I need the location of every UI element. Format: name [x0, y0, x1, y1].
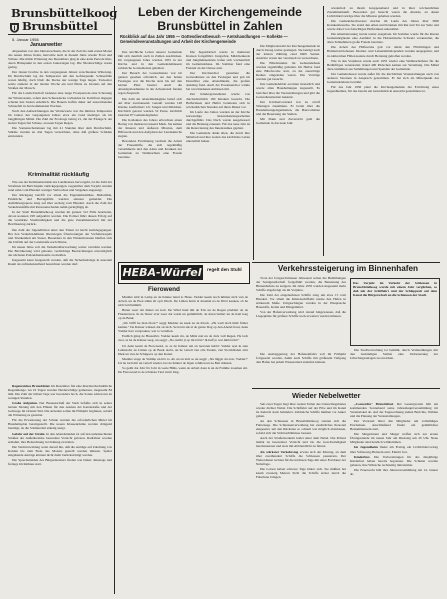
main-deck: Rückblick auf das Jahr 1955 — Gottesdienstbesuch — Amtshandlungen — Kollekte — Gemeindeveranstaltungen und Arbeit der Kirchengemeinde — [120, 34, 288, 44]
ad-brand: HEBA-Würfel — [122, 266, 202, 279]
verkehr-text-3: Die Stadtverwaltung ist bemüht, durch Verhandlungen mit den zuständigen Stellen eine Verbesserung der Umschlagsanlagen zu erreichen. — [350, 348, 438, 361]
fierowend-title: Fierowend — [148, 286, 180, 293]
nebelwetter-title: Wieder Nebelwetter — [292, 391, 361, 400]
main-article-col2: Die Jugendarbeit wurde in mehreren Kreisen fortgeführt. Jungschar, Mädchenkreis und Jungmännerkreis trafen sich wöchentlich im Gemeindehaus. Im Sommer fand eine Freizeit an der Ostsee statt. Der Kirchenchor gestaltete die Gottesdienste an den Festtagen und gab im Dezember eine Abendmusik, die großen Anklang fand. Auch der Posaunenchor wirkte bei verschiedenen Anlässen mit. Der Kindergottesdienst wurde von durchschnittlich 180 Kindern besucht. Die Helferinnen und Helfer bereiteten sich in wöchentlichen Stunden auf ihren Dienst vor. Im Laufe des Jahres wurden an der Kirche notwendige Instandsetzungsarbeiten durchgeführt. Das Dach wurde ausgebessert und die Heizung erneuert. Für das neue Jahr ist die Renovierung des Innenraumes geplant. Die Gemeinde dankt allen, die durch ihre Mitarbeit und ihre Gaben das kirchliche Leben unterstützt haben. — [186, 50, 250, 143]
fierowend-text: Mudder stiät in Lamp an de Kinner hand to Huus. Vadder keem noch ümmer nich vun de Arbeit, un de Eten stünn all op'n Disch. De Lütten harrn al dreemal na de Döör keeken, ob he nich bald kümmt. Buten weer dat düster un kolt. De Wind huul üm de Eck un de Regen pladdert an de Finsterruten. In de Stuuv aver weer dat warm un gemüütlich, de Aben bullert un de Katt leeg op de Bank. „Wo blifft he man blots?" seggt Mudder un keek na de Klock. „He wull doch hüüt fröher kamen." De Kinner wüssen dat ok nich. Se harrn sik al de ganze Dag op den Abend freut, denn Vadder harr verspraken, wat to vertellen. Endlich güng de Huusdöör. Vadder keem rin, de Mütz natt un de Jack vull Regen. He lach aver, as he de Kinner seeg, un seggt: „Na, hebbt ji op mi töövt? Ik heff jo wat mitbröcht!" Un denn keem de Fierowend, so as de Kinner em an leevsten hebbt: Vadder seet in sien Lehnstohl, de Lütten op de Bank dorbi, un he vertell vun olle Tieden, vun Stormfloden an'n Diek un vun de Schippers op den Kanal. Mudder stopp de Strümp un hör to. Ab un an lach se un seggt: „Nu lüggst du aver, Vadder!" Un he lach mit un vertell wieder, bet de Kinner de Ogen tofullen un na Bett müssen. So geiht dat Johr för Johr in veele Hüüs, wenn de Arbeit daan is un de Familie tosamen sitt. De Fierowend is de schönste Tied vun'n Dag. — [118, 295, 248, 374]
town-crest-icon — [9, 20, 20, 31]
weather-title: Januarwetter — [30, 42, 63, 48]
right-column-text: wiederholt zu ihrem Gruppenabend und in ihrer wöchentlichen Zusammenkunft. Besonders gut besucht waren die Abende, an denen Lichtbildervorträge über die Mission gehalten wurden. Die Gemeindeschwester machte im Laufe des Jahres über 3000 Krankenbesuche. Sie stand den Alten und Kranken mit Rat und Tat zur Seite und wurde dabei von freiwilligen Helferinnen unterstützt. Die Altenbetreuung wurde weiter ausgebaut. Im Sommer wurde für die älteren Gemeindeglieder eine Ausfahrt in die Holsteinische Schweiz veranstaltet, die allen Teilnehmern große Freude bereitete. Die Arbeit des Hilfswerks galt vor allem den Flüchtlingen und Heimatvertriebenen. Kleider- und Lebensmittelspenden wurden ausgegeben, und in zahlreichen Fällen konnte durch Beratung geholfen werden. Wie in den Vorjahren wurde auch 1955 wieder eine Weihnachtsfeier für die Bedürftigen veranstaltet. Rund 400 Päckchen kamen zur Verteilung. Die Mittel dazu stammten aus Sammlungen und Spenden der Gemeinde. Der Gemeindesaal wurde außer für die kirchlichen Veranstaltungen auch von anderen Vereinen in Anspruch genommen. Er hat sich als Mittelpunkt des Gemeindelebens bewährt. Für das Jahr 1956 plant die Kirchengemeinde die Errichtung eines Jugendheimes, für das bereits ein Grundstück in Aussicht genommen ist. — [327, 6, 439, 93]
ad-tagline: regelt den Stuhl — [207, 267, 242, 272]
main-article-col3: Die Mitgliederzahl der Kirchengemeinde ist durch Zuzug weiter gestiegen. Sie beträgt nach der letzten Zählung rund 9400 Seelen. Austritte waren nur vereinzelt zu verzeichnen. Die Bibelstunden im Gemeindehaus wurden regelmäßig gehalten. Im Herbst fand eine Bibelwoche statt, zu der auswärtige Redner eingeladen waren. Die Vorträge wurden gut besucht. Das Gemeindeblatt erschien monatlich und wurde allen Haushaltungen zugestellt. Es berichtet über die Veranstaltungen und gibt die Gottesdienstzeiten bekannt. Der Kirchenvorstand trat zu zwölf Sitzungen zusammen. Er beriet über die Haushaltsangelegenheiten, die Bauvorhaben und die Besetzung der Stellen. Mit Dank und Zuversicht geht die Gemeinde in das neue Jahr. — [256, 44, 320, 125]
main-headline-line1: Leben der Kirchengemeinde — [138, 5, 302, 19]
verkehr-inset: Das Vorjahr im Verkehr der Schleusen in Brunsbüttelkoog wurde mit einem Jahr verglichen, so daß mit der Schiffahrt und der Schleppzeit auf dem Kanal die Bürgerschaft an die Schleusen der Stadt. — [353, 281, 437, 298]
verkehr-text-2: Die Ausbaggerung der Hafeneinfahrt soll im Frühjahr fortgesetzt werden, damit auch Schiffe mit größerem Tiefgang den Hafen bei jedem Wasserstand anlaufen können. — [256, 352, 346, 365]
kriminalitaet-title: Kriminalität rückläufig — [28, 172, 90, 178]
local-notes-text: Regenreiches Brunsbüttel. Im Dezember fiel eine überdurchschnittliche Regenmenge. An 19 Tagen wurden Niederschläge gemessen, insgesamt 84 mm. Die Zahl der trüben Tage war besonders hoch, die Sonne schien nur an wenigen Stunden. Große Aufgaben. Der Bauausschuß der Stadt befaßte sich in seiner letzten Sitzung mit den Plänen für den Ausbau der Kanalstraße und der Gehwege im Ortsteil Süd. Die Arbeiten sollen im Frühjahr beginnen, sobald die Witterung es gestattet. Für die Erweiterung der Schule wurden die erforderlichen Mittel im Haushaltsplan bereitgestellt. Die neuen Klassenräume werden dringend benötigt, da die Schülerzahl ständig steigt. Gefahr auf der Straße. In den Abendstunden ist auf den unbeleuchteten Straßen der Außenbezirke besondere Vorsicht geboten. Radfahrer werden ermahnt, ihre Beleuchtung in Ordnung zu halten. Die Stadtverwaltung weist darauf hin, daß die Anträge auf Zuteilung von Kohlen bis zum Ende des Monats gestellt werden müssen. Später eingehende Anträge können nicht mehr berücksichtigt werden. Die Sprechstunden des Bürgermeisters finden wie bisher dienstags und freitags im Rathaus statt. — [8, 384, 112, 466]
verkehr-lead-text: Trotz der fortgeschrittenen Jahreszeit sollen die Bemühungen der Sandgesellschaft fortgeführt werden, die Benutzung des Binnenhafens zu steigern. Im Jahre 1955 wurden insgesamt mehr Schiffe abgefertigt als im Vorjahre. — [256, 276, 346, 293]
verkehr-inset-box — [350, 278, 440, 346]
weather-text: Abgesehen von den Jahreswechseln, die in der Zeit bis zum ersten Monat des neuen Jahres fielen, herrschte auch in diesem Jahre wieder Frost und Schnee. Die milde Witterung des Dezembers ging in eine kalte Periode über, deren Höhepunkt in den ersten Januartagen lag. Die Niederschläge waren gering. Der Januar brachte in den vergangenen Jahren verschiedene Witterung. Im Durchschnitt lag die Temperatur um den Gefrierpunkt. Schneefälle waren häufig, doch blieb die Decke nur wenige Tage liegen. Tauwetter setzte zumeist in der letzten Woche ein und führte zu Glatteis auf den Straßen der Marsch. Für die Landwirtschaft bedeutet eine lange Frostperiode eine Schonung der Wintersaaten, sofern eine Schneedecke vorhanden ist. Kahlfrost dagegen schadet den Saaten erheblich. Die Bauern hoffen daher auf ausreichenden Schneefall in den kommenden Wochen. Nach den Aufzeichnungen der Wetterwarte war die mittlere Temperatur im Januar des vergangenen Jahres etwa ein Grad niedriger als im langjährigen Mittel. Die Zahl der Frosttage betrug 21, die der Eistage 9. An sieben Tagen fiel Schnee, an neun Tagen Regen. Die Sonnenscheindauer lag mit 41 Stunden über dem Durchschnitt. Stürme wurden an drei Tagen verzeichnet, ohne daß größere Schäden entstanden. — [8, 49, 112, 138]
verkehr-lead: Trotz der fortgeschrittenen Jahreszeit sollen die Bemühungen der Sandgesellschaft fortgeführt werden, die Benutzung des Binnenhafens zu steigern. Im Jahre 1955 wurden insgesamt mehr Schiffe abgefertigt als im Vorjahre. Die Zahl der eingelaufenen Schiffe stieg um etwa 15 vom Hundert. Vor allem die Küstenschiffahrt nutzte den Hafen in stärkerem Maße. Umgeschlagen wurden in der Hauptsache Baustoffe, Kohle und Düngemittel. Von der Hafenverwaltung wird darauf hingewiesen, daß die Liegeplätze für größere Schiffe noch erweitert werden müssen. — [256, 276, 346, 319]
heba-ad — [118, 262, 250, 284]
vereins-notes-text: „Concordia" Brunsbüttel. Der Gesangverein hält am kommenden Sonnabend seine Jahreshauptversammlung im Vereinslokal ab. Auf der Tagesordnung stehen Berichte, Wahlen und die Planung der Veranstaltungen. Der Vorstand bittet alle Mitglieder um vollzähliges Erscheinen. Anschließend findet ein gemütliches Beisammensein statt. Die Sängerinnen und Sänger treffen sich zur ersten Übungsstunde im neuen Jahr am Dienstag um 20 Uhr. Neue Mitglieder sind herzlich willkommen. Im Jugendheim findet am Freitag ein Lichtbildervortrag über Schleswig-Holstein statt. Eintritt frei. Kinderfest. Die Vorbereitungen für das diesjährige Kinderfest haben bereits begonnen. Die Schulen werden gebeten, ihre Wünsche rechtzeitig mitzuteilen. Die Feuerwehr hält ihre Jahresversammlung am 14. Januar ab. — [350, 402, 438, 476]
main-article-col1: Das kirchliche Leben unserer Gemeinde läßt sich deutlich auch in Zahlen ausdrücken. Im vergangenen Jahre wurden 1955 in der Kirche und in den Gemeindehäusern zahlreiche Gottesdienste gehalten. Der Besuch der Gottesdienste war im ganzen gesehen erfreulich. An den hohen Festtagen war die Kirche stets bis auf den letzten Platz besetzt. Auch die Abendgottesdienste in der Adventszeit fanden regen Zuspruch. Die Zahl der Abendmahlsgäste belief sich auf über zweitausend. Getauft wurden 148 Kinder, konfirmiert 121 Jungen und Mädchen. Kirchlich getraut wurden 52 Paare, kirchlich bestattet 87 Gemeindeglieder. Die Kollekten des Jahres erbrachten einen Betrag von mehreren tausend Mark. Sie kamen der Inneren und Äußeren Mission, dem Hilfswerk und den Aufgaben der Landeskirche zugute. Besondere Erwähnung verdient die Arbeit der Frauenhilfe, die sich regelmäßig versammelte und den Alten und Kranken der Gemeinde zu Weihnachten eine Freude bereitete. — [118, 50, 182, 160]
nebelwetter-text: Seit zwei Tagen liegt über weiten Teilen des Unterelbegebietes wieder dichter Nebel. Die Schiffahrt auf der Elbe und im Kanal ist dadurch stark behindert. Zahlreiche Schiffe mußten vor Anker gehen. An den Schleusen in Brunsbüttelkoog stauten sich die Fahrzeuge. Die Schleusenverwaltung hat zusätzliches Personal eingesetzt, um den Rückstau so schnell wie möglich abzubauen, sobald sich die Sichtverhältnisse bessern. Auch der Straßenverkehr leidet unter dem Nebel. Die Polizei mahnt zu besonderer Vorsicht und rät, die Geschwindigkeit herabzusetzen und stets mit Abblendlicht zu fahren. Als stärkster Verkehrstag erwies sich der Montag, an dem über zweihundert Schiffe die Schleusen passierten. Der Wetterdienst rechnet für die nächsten Tage mit einer Fortdauer der Nebellage. Die Lotsen haben schwere Tage hinter sich. Sie mußten bei kaum zwanzig Metern Sicht die Schiffe sicher durch die Fahrrinne bringen. — [256, 402, 346, 479]
verkehr-title: Verkehrssteigerung im Binnenhafen — [277, 264, 419, 273]
issue-date: 5. Januar 1956 — [12, 37, 39, 42]
main-headline-line2: Brunsbüttel in Zahlen — [157, 19, 283, 33]
masthead-line2: Brunsbüttel — [22, 19, 98, 33]
kriminalitaet-text: Wie aus der Kriminalstatistik des Landkreises hervorgeht, ist die Zahl der Straftaten im Berichtsjahr zurückgegangen. Gegenüber dem Vorjahr wurden rund zehn vom Hundert weniger Verbrechen und Vergehen angezeigt. Der Rückgang betrifft vor allem die Eigentumsdelikte. Diebstähle, Einbrüche und Betrugsfälle wurden seltener gemeldet. Die Aufklärungsquote stieg auf über sechzig vom Hundert. Auch die Zahl der Verkehrsunfälle mit Personenschaden nahm geringfügig ab. In der Stadt Brunsbüttelkoog wurden im ganzen 312 Fälle bearbeitet, davon konnten 198 aufgeklärt werden. Die Polizei führt diesen Erfolg auf die verstärkte Streifentätigkeit und die gute Zusammenarbeit mit der Bevölkerung zurück. Die Zahl der Jugendlichen unter den Tätern ist leicht zurückgegangen. Bei den Verkehrsdelikten überwiegen Übertretungen der Vorfahrtsregeln und Trunkenheit am Steuer. Besonders in den Wintermonaten häuften sich die Unfälle auf der Landstraße nach Marne. Im neuen Jahre soll die Verkehrsüberwachung weiter verstärkt werden. Die Bevölkerung wird gebeten, verdächtige Beobachtungen unverzüglich der nächsten Polizeidienststelle zu melden. Insgesamt kann festgestellt werden, daß die Sicherheitslage in unserem Raum als zufriedenstellend bezeichnet werden darf. — [8, 180, 112, 266]
masthead-line1: Brunsbüttelkoog — [11, 6, 118, 20]
